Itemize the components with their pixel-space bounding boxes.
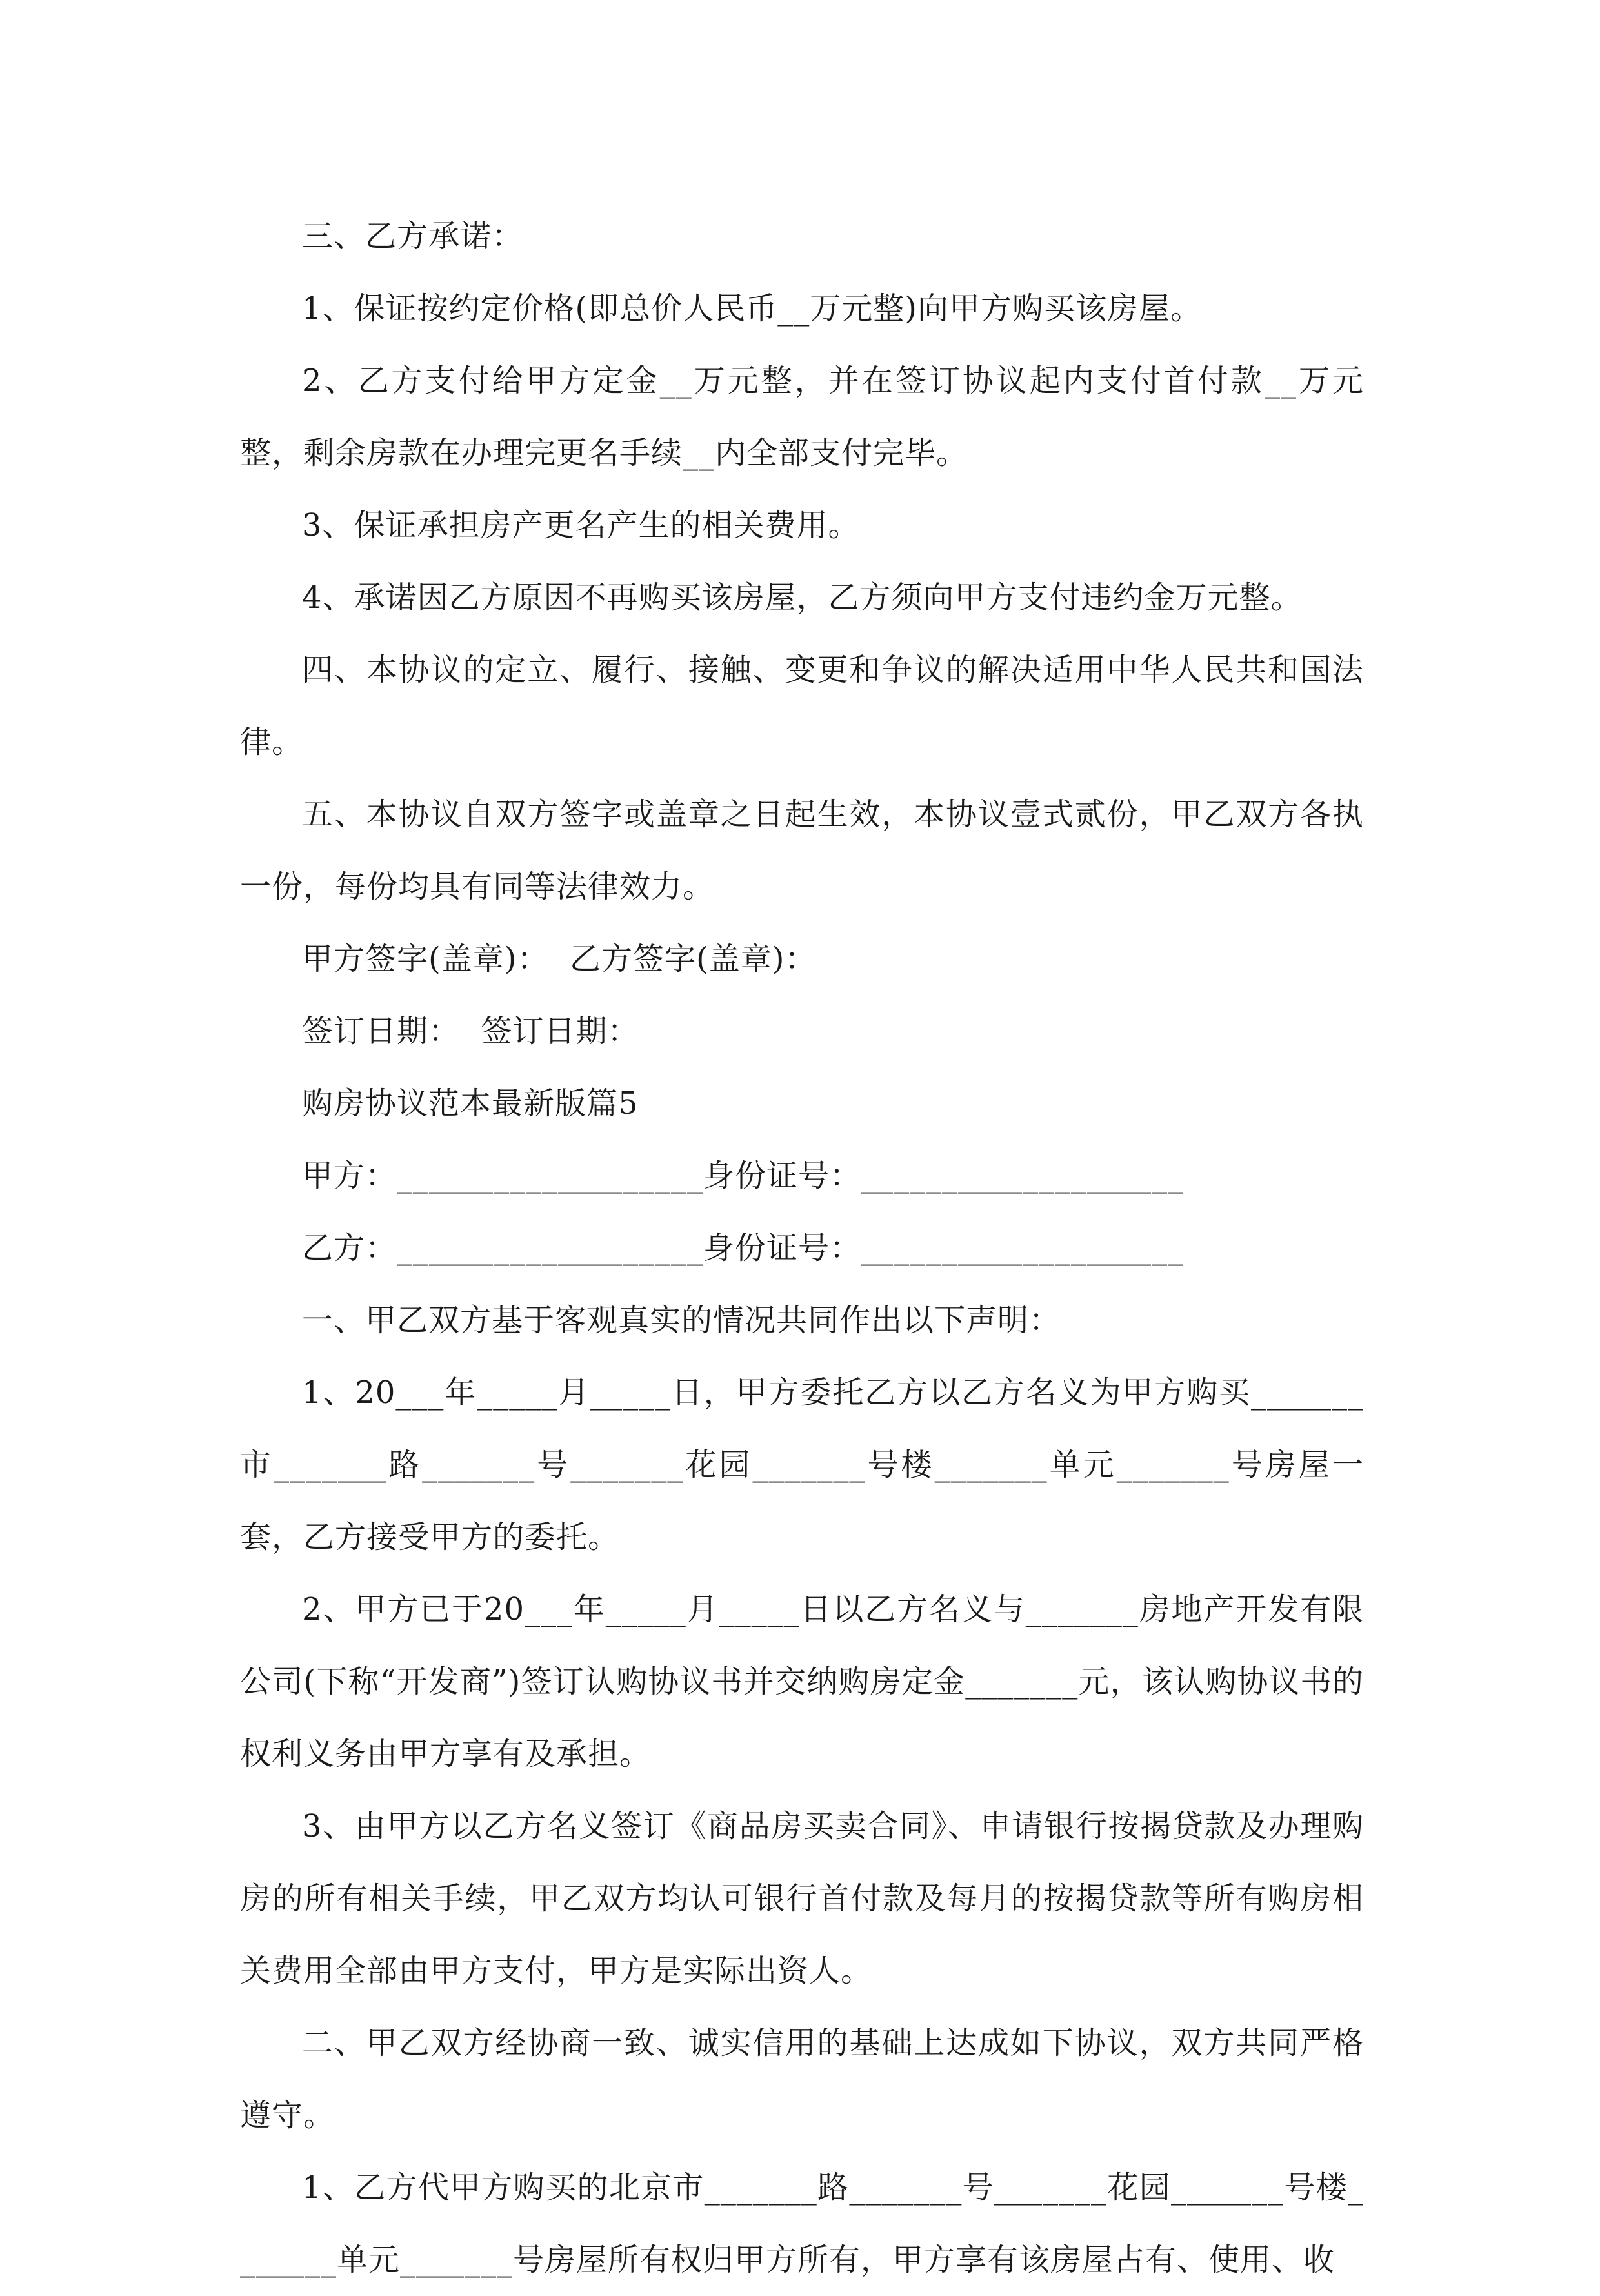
signature-line: 甲方签字(盖章)： 乙方签字(盖章)： xyxy=(302,941,817,977)
template-title: 购房协议范本最新版篇5 xyxy=(302,1085,639,1122)
agreement-heading: 二、甲乙双方经协商一致、诚实信用的基础上达成如下协议，双方共同严格遵守。 xyxy=(240,2025,1364,2133)
agreement-1: 1、乙方代甲方购买的北京市_______路_______号_______花园_______号楼_______单元_______号房屋所有权归甲方所有，甲方享有该房屋占有、使用、收 xyxy=(240,2170,1364,2278)
clause-3-2: 2、乙方支付给甲方定金__万元整，并在签订协议起内支付首付款__万元整，剩余房款在办理完更名手续__内全部支付完毕。 xyxy=(240,363,1364,471)
declaration-heading: 一、甲乙双方基于客观真实的情况共同作出以下声明： xyxy=(302,1302,1061,1338)
document-body xyxy=(240,200,1364,2296)
section-3-heading: 三、乙方承诺： xyxy=(302,218,524,254)
section-5: 五、本协议自双方签字或盖章之日起生效，本协议壹式贰份，甲乙双方各执一份，每份均具有同等法律效力。 xyxy=(240,796,1364,905)
signing-date-line: 签订日期： 签订日期： xyxy=(302,1013,639,1049)
party-a-line: 甲方：___________________身份证号：____________________ xyxy=(302,1158,1185,1194)
clause-3-3: 3、保证承担房产更名产生的相关费用。 xyxy=(302,507,860,543)
declaration-1: 1、20___年_____月_____日，甲方委托乙方以乙方名义为甲方购买_______市_______路_______号_______花园_______号楼_______单元_______号房屋一套，乙方接受甲方的委托。 xyxy=(240,1375,1364,1555)
section-4: 四、本协议的定立、履行、接触、变更和争议的解决适用中华人民共和国法律。 xyxy=(240,652,1364,760)
declaration-3: 3、由甲方以乙方名义签订《商品房买卖合同》、申请银行按揭贷款及办理购房的所有相关手续，甲乙双方均认可银行首付款及每月的按揭贷款等所有购房相关费用全部由甲方支付，甲方是实际出资人。 xyxy=(240,1808,1364,1989)
party-b-line: 乙方：___________________身份证号：____________________ xyxy=(302,1230,1185,1266)
declaration-2: 2、甲方已于20___年_____月_____日以乙方名义与_______房地产开发有限公司(下称“开发商”)签订认购协议书并交纳购房定金_______元，该认购协议书的权利义务由甲方享有及承担。 xyxy=(240,1591,1364,1772)
clause-3-4: 4、承诺因乙方原因不再购买该房屋，乙方须向甲方支付违约金万元整。 xyxy=(302,579,1303,616)
clause-3-1: 1、保证按约定价格(即总价人民币__万元整)向甲方购买该房屋。 xyxy=(302,290,1202,327)
